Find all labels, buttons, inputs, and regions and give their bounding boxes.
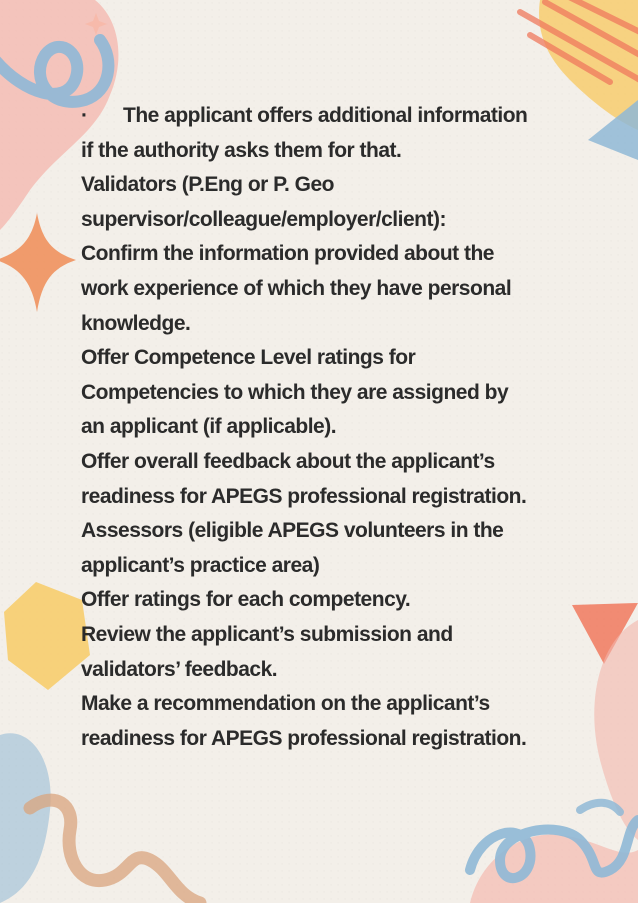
text-line-15: Offer ratings for each competency. <box>81 588 411 612</box>
text-line-4: supervisor/colleague/employer/client): <box>81 207 446 231</box>
text-line-17: validators’ feedback. <box>81 657 278 681</box>
blue-dash-bottom-right <box>580 803 620 812</box>
text-line-19: readiness for APEGS professional registration. <box>81 726 527 750</box>
line-1-text: The applicant offers additional information <box>123 104 528 127</box>
text-line-10: an applicant (if applicable). <box>81 415 337 439</box>
text-line-16: Review the applicant’s submission and <box>81 622 453 646</box>
text-line-6: work experience of which they have personal <box>81 276 512 300</box>
bullet-icon: · <box>81 104 88 127</box>
text-line-12: readiness for APEGS professional registration. <box>81 484 527 508</box>
text-line-2: if the authority asks them for that. <box>81 138 402 162</box>
text-line-9: Competencies to which they are assigned by <box>81 380 509 404</box>
tan-squiggle-bottom-left <box>30 800 200 903</box>
yellow-pentagon-left <box>4 582 90 690</box>
text-line-8: Offer Competence Level ratings for <box>81 346 416 370</box>
blue-blob-bottom-left <box>0 733 51 903</box>
text-line-3: Validators (P.Eng or P. Geo <box>81 173 334 197</box>
text-line-7: knowledge. <box>81 311 191 335</box>
text-line-11: Offer overall feedback about the applicant’s <box>81 449 495 473</box>
text-line-1 <box>81 99 606 134</box>
text-line-13: Assessors (eligible APEGS volunteers in the <box>81 519 504 543</box>
body-text <box>81 99 606 756</box>
text-line-5: Confirm the information provided about the <box>81 242 494 266</box>
orange-sparkle-left <box>0 213 76 312</box>
text-line-18: Make a recommendation on the applicant’s <box>81 692 490 716</box>
text-line-14: applicant’s practice area) <box>81 553 320 577</box>
